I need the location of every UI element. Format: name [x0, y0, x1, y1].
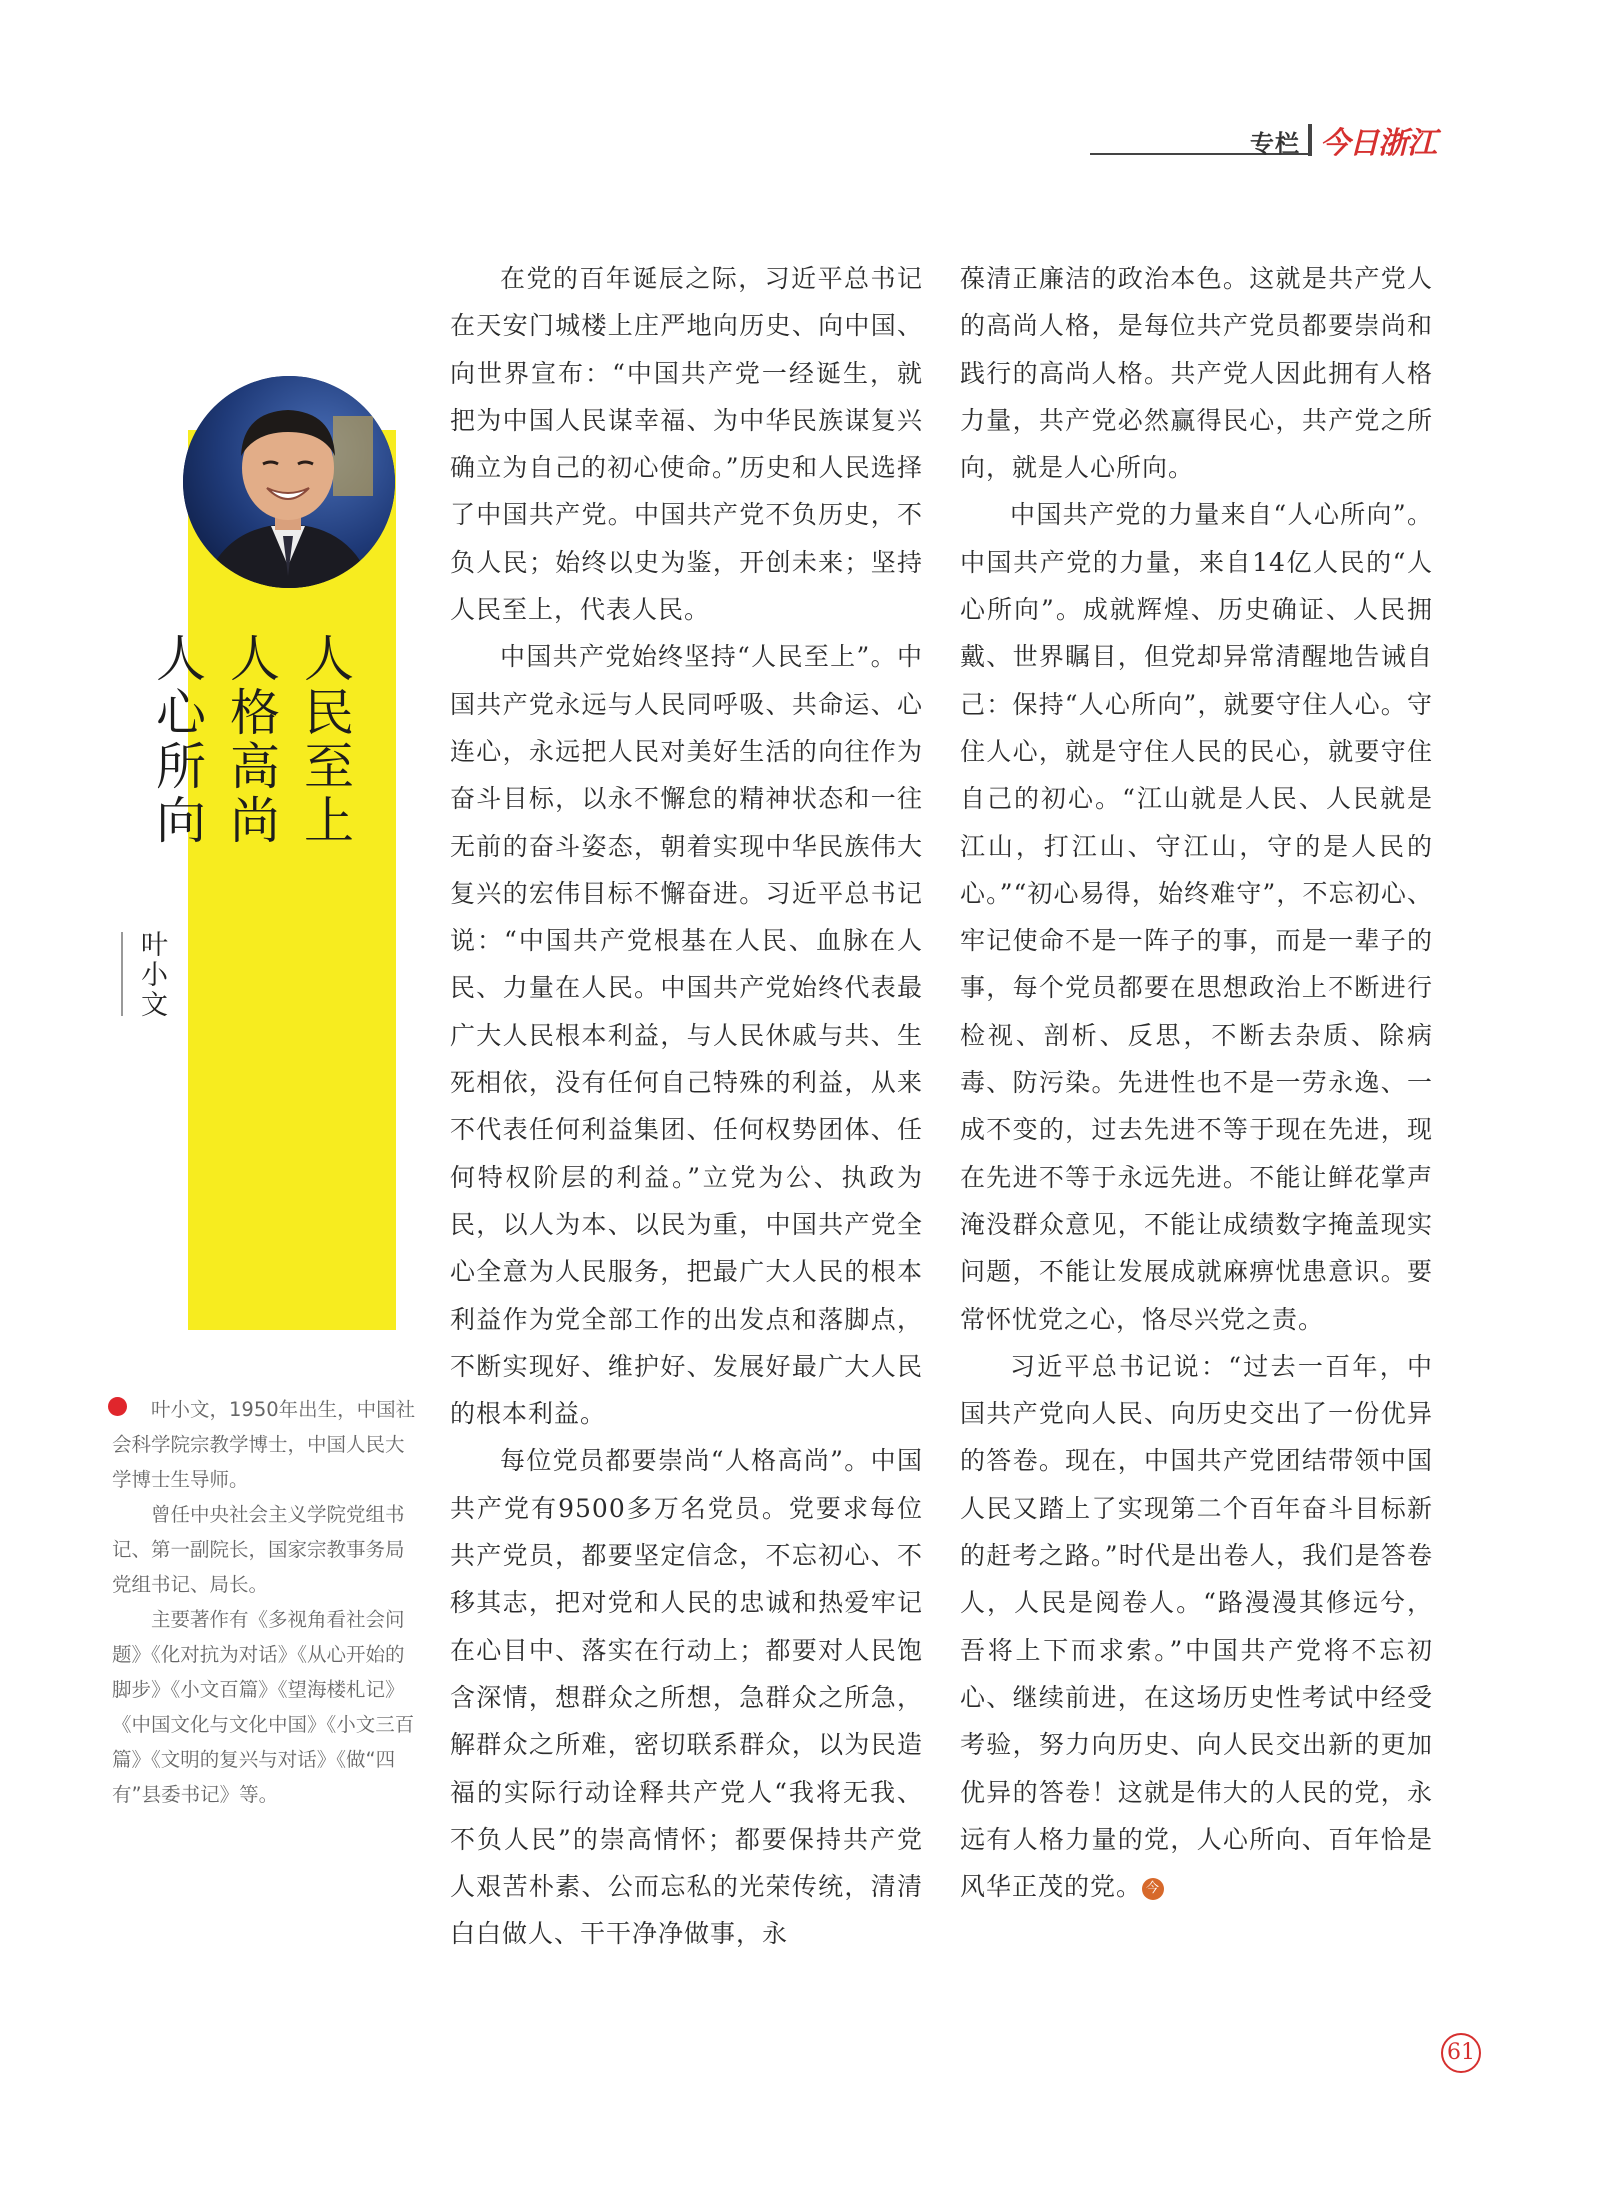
- bio-paragraph: 叶小文，1950年出生，中国社会科学院宗教学博士，中国人民大学博士生导师。: [112, 1398, 416, 1491]
- bio-paragraph: 曾任中央社会主义学院党组书记、第一副院长，国家宗教事务局党组书记、局长。: [112, 1503, 405, 1596]
- body-paragraph-text: 习近平总书记说：“过去一百年，中国共产党向人民、向历史交出了一份优异的答卷。现在，中国共产党团结带领中国人民又踏上了实现第二个百年奋斗目标新的赶考之路。”时代是出卷人，我们是答卷人，人民是阅卷人。“路漫漫其修远兮，吾将上下而求索。”中国共产党将不忘初心、继续前进，在这场历史性考试中经受考验，努力向历史、向人民交出新的更加优异的答卷！这就是伟大的人民的党，永远有人格力量的党，人心所向、百年恰是风华正茂的党。: [960, 1351, 1433, 1902]
- body-paragraph: 中国共产党的力量来自“人心所向”。中国共产党的力量，来自14亿人民的“人心所向”。成就辉煌、历史确证、人民拥戴、世界瞩目，但党却异常清醒地告诫自己：保持“人心所向”，就要守住人心。守住人心，就是守住人民的民心，就要守住自己的初心。“江山就是人民、人民就是江山，打江山、守江山，守的是人民的心。”“初心易得，始终难守”，不忘初心、牢记使命不是一阵子的事，而是一辈子的事，每个党员都要在思想政治上不断进行检视、剖析、反思，不断去杂质、除病毒、防污染。先进性也不是一劳永逸、一成不变的，过去先进不等于现在先进，现在先进不等于永远先进。不能让鲜花掌声淹没群众意见，不能让成绩数字掩盖现实问题，不能让发展成就麻痹忧患意识。要常怀忧党之心，恪尽兴党之责。: [960, 500, 1433, 1334]
- body-paragraph: 中国共产党始终坚持“人民至上”。中国共产党永远与人民同呼吸、共命运、心连心，永远把人民对美好生活的向往作为奋斗目标，以永不懈怠的精神状态和一往无前的奋斗姿态，朝着实现中华民族伟大复兴的宏伟目标不懈奋进。习近平总书记说：“中国共产党根基在人民、血脉在人民、力量在人民。中国共产党始终代表最广大人民根本利益，与人民休戚与共、生死相依，没有任何自己特殊的利益，从来不代表任何利益集团、任何权势团体、任何特权阶层的利益。”立党为公、执政为民，以人为本、以民为重，中国共产党全心全意为人民服务，把最广大人民的根本利益作为党全部工作的出发点和落脚点，不断实现好、维护好、发展好最广大人民的根本利益。: [450, 642, 923, 1429]
- body-paragraph-continued: 葆清正廉洁的政治本色。这就是共产党人的高尚人格，是每位共产党员都要崇尚和践行的高尚人格。共产党人因此拥有人格力量，共产党必然赢得民心，共产党之所向，就是人心所向。: [960, 264, 1433, 483]
- end-mark-icon: 今: [1142, 1878, 1164, 1900]
- author-divider: [121, 932, 123, 1016]
- author-portrait: [183, 376, 395, 588]
- title-line-2: 人格高尚: [222, 632, 280, 848]
- body-paragraph: 每位党员都要崇尚“人格高尚”。中国共产党有9500多万名党员。党要求每位共产党员，都要坚定信念，不忘初心、不移其志，把对党和人民的忠诚和热爱牢记在心目中、落实在行动上；都要对人民饱含深情，想群众之所想，急群众之所急，解群众之所难，密切联系群众，以为民造福的实际行动诠释共产党人“我将无我、不负人民”的崇高情怀；都要保持共产党人艰苦朴素、公而忘私的光荣传统，清清白白做人、干干净净做事，永: [450, 1446, 923, 1949]
- portrait-image: [183, 376, 395, 588]
- header-divider: [1308, 124, 1312, 156]
- article-column-1: [450, 255, 923, 1958]
- page-number: 61: [1441, 2033, 1481, 2073]
- title-line-3: 人心所向: [148, 632, 206, 848]
- header-section-label: 专栏: [1250, 130, 1300, 158]
- body-paragraph: [960, 1343, 1433, 1911]
- article-column-2: [960, 255, 1433, 1910]
- title-line-1: 人民至上: [296, 632, 354, 848]
- body-paragraph: 在党的百年诞辰之际，习近平总书记在天安门城楼上庄严地向历史、向中国、向世界宣布：“中国共产党一经诞生，就把为中国人民谋幸福、为中华民族谋复兴确立为自己的初心使命。”历史和人民选择了中国共产党。中国共产党不负历史，不负人民；始终以史为鉴，开创未来；坚持人民至上，代表人民。: [450, 264, 923, 625]
- author-name: 叶小文: [136, 930, 167, 1020]
- author-bio: [112, 1392, 420, 1812]
- magazine-logo: 今日浙江: [1320, 126, 1436, 161]
- bio-paragraph: 主要著作有《多视角看社会问题》《化对抗为对话》《从心开始的脚步》《小文百篇》《望海楼札记》《中国文化与文化中国》《小文三百篇》《文明的复兴与对话》《做“四有”县委书记》等。: [112, 1608, 415, 1806]
